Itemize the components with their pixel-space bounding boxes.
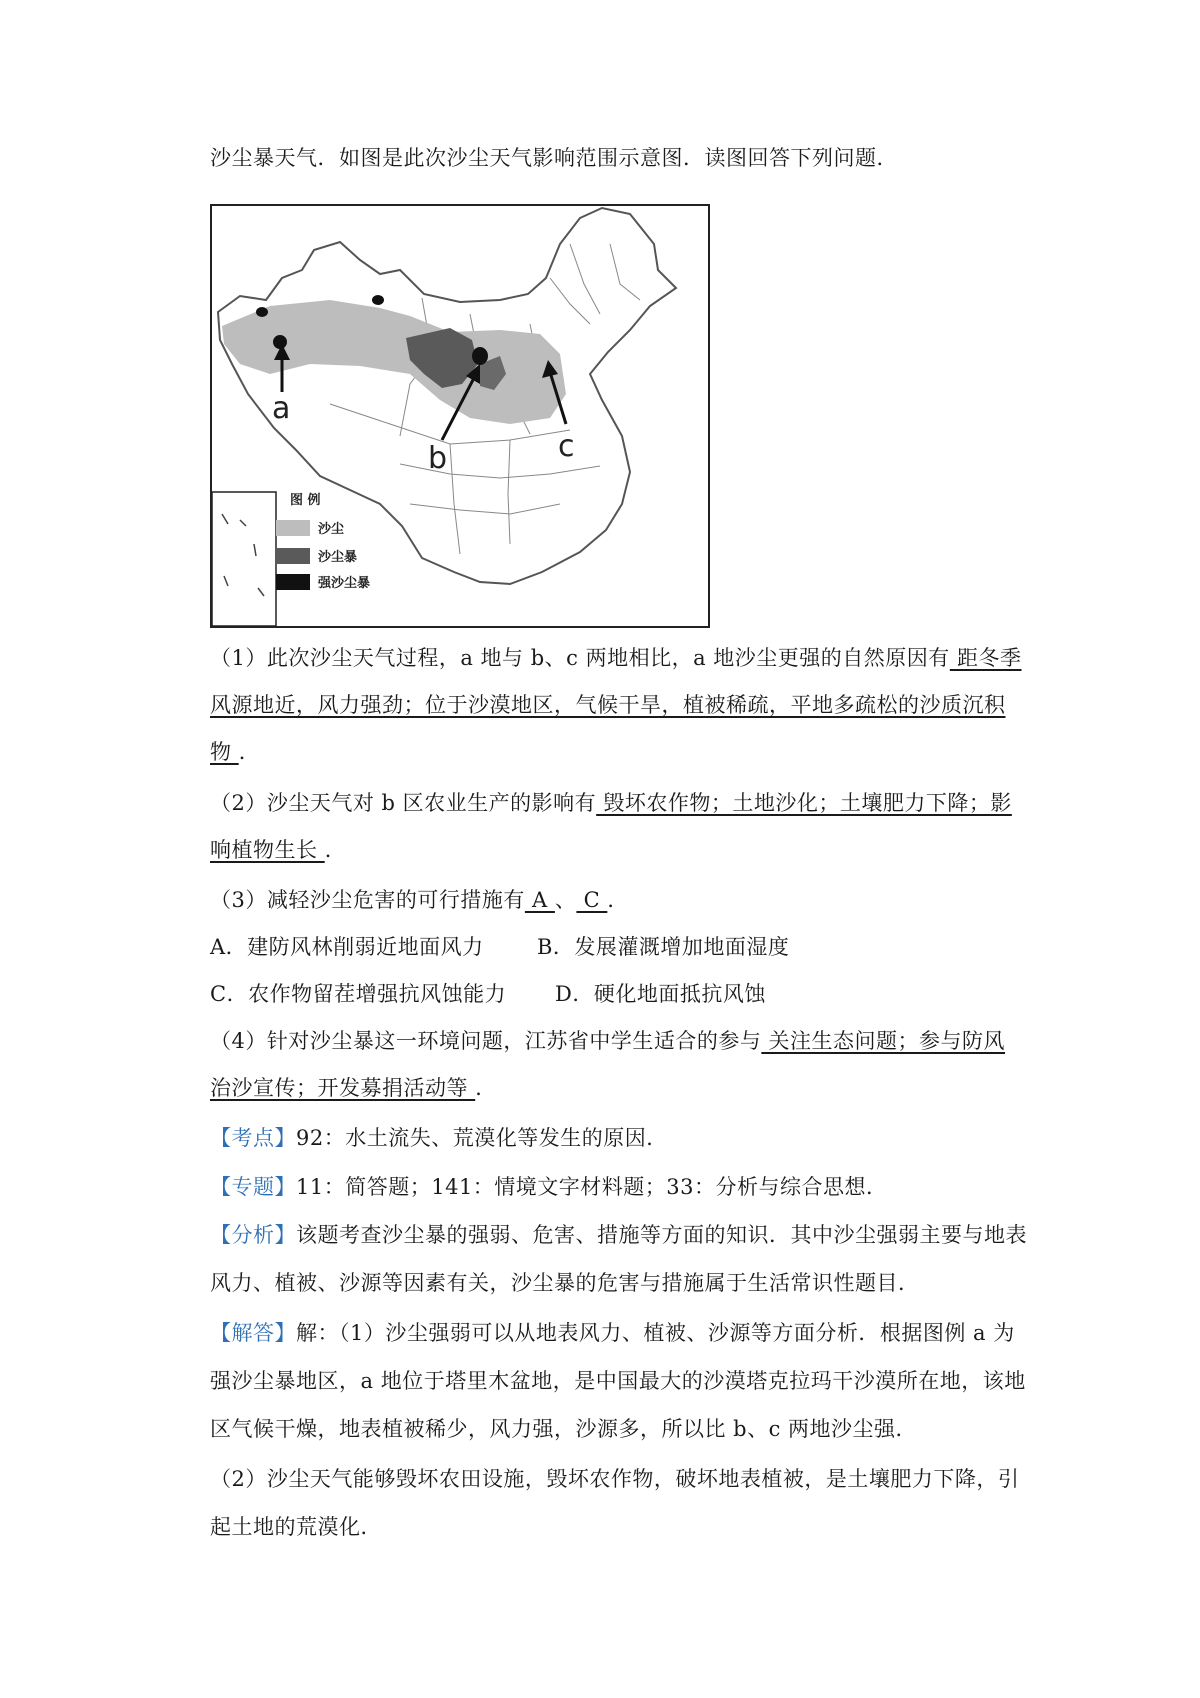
legend-title: 图 例: [290, 493, 321, 508]
strong-sandstorm-a: [273, 335, 287, 349]
intro-text: 沙尘暴天气．如图是此次沙尘天气影响范围示意图．读图回答下列问题．: [210, 146, 898, 170]
south-sea-inset: [212, 492, 276, 626]
fenxi-line1: [210, 1220, 1030, 1250]
q3-answer2: C: [576, 888, 608, 912]
q3-line: [210, 885, 1030, 915]
label-c: c: [558, 429, 575, 464]
jieda-line2: 强沙尘暴地区，a 地位于塔里木盆地，是中国最大的沙漠塔克拉玛干沙漠所在地，该地: [210, 1369, 1026, 1393]
zhuanti-text: 11：简答题；141：情境文字材料题；33：分析与综合思想．: [296, 1175, 888, 1199]
kaodian-tag: 【考点】: [210, 1126, 296, 1150]
q1-line2: [210, 690, 1030, 720]
q2-line2: [210, 835, 1030, 865]
q4-line1: [210, 1026, 1030, 1056]
kaodian-line: [210, 1123, 1030, 1153]
label-a: a: [272, 391, 291, 426]
zhuanti-tag: 【专题】: [210, 1175, 296, 1199]
legend-item-dust: 沙尘: [318, 522, 345, 537]
option-a: A．建防风林削弱近地面风力: [210, 935, 484, 959]
china-dust-map: [210, 204, 710, 628]
option-d: D．硬化地面抵抗风蚀: [555, 982, 766, 1006]
jieda-line3: 区气候干燥，地表植被稀少，风力强，沙源多，所以比 b、c 两地沙尘强．: [210, 1417, 918, 1441]
q2-end: ．: [324, 838, 347, 862]
option-b: B．发展灌溉增加地面湿度: [537, 935, 790, 959]
q1-prefix: （1）此次沙尘天气过程，a 地与 b、c 两地相比，a 地沙尘更强的自然原因有: [210, 646, 950, 670]
kaodian-text: 92：水土流失、荒漠化等发生的原因．: [296, 1126, 668, 1150]
option-c: C．农作物留茬增强抗风蚀能力: [210, 982, 507, 1006]
fenxi-tag: 【分析】: [210, 1223, 296, 1247]
jieda-line5: 起土地的荒漠化．: [210, 1515, 382, 1539]
q3-sep: 、: [554, 888, 577, 912]
q4-answer-part1: 关注生态问题；参与防风: [761, 1029, 1006, 1053]
legend-swatch-dust: [276, 520, 310, 536]
jieda-line4: （2）沙尘天气能够毁坏农田设施，毁坏农作物，破坏地表植被，是土壤肥力下降，引: [210, 1467, 1020, 1491]
q2-answer-part2: 响植物生长: [210, 838, 325, 862]
q2-answer-part1: 毁坏农作物；土地沙化；土壤肥力下降；影: [596, 791, 1012, 815]
legend-item-strong-sandstorm: 强沙尘暴: [318, 576, 371, 591]
label-b: b: [428, 441, 448, 476]
options-row-2: [210, 979, 1030, 1009]
legend-swatch-strong-sandstorm: [276, 574, 310, 590]
q4-line2: [210, 1073, 1030, 1103]
q4-prefix: （4）针对沙尘暴这一环境问题，江苏省中学生适合的参与: [210, 1029, 762, 1053]
fenxi-line2: 风力、植被、沙源等因素有关，沙尘暴的危害与措施属于生活常识性题目．: [210, 1271, 920, 1295]
legend-item-sandstorm: 沙尘暴: [318, 550, 358, 565]
fenxi-text-1: 该题考查沙尘暴的强弱、危害、措施等方面的知识．其中沙尘强弱主要与地表: [296, 1223, 1027, 1247]
jieda-line1: [210, 1318, 1030, 1348]
options-row-1: [210, 932, 1030, 962]
q1-answer-part3: 物: [210, 740, 239, 764]
jieda-text-1: 解：（1）沙尘强弱可以从地表风力、植被、沙源等方面分析．根据图例 a 为: [296, 1321, 1015, 1345]
map-figure: [210, 204, 710, 628]
q3-answer1: A: [524, 888, 555, 912]
strong-sandstorm-spot-3: [472, 347, 488, 365]
q1-answer-part2: 风源地近，风力强劲；位于沙漠地区，气候干旱，植被稀疏，平地多疏松的沙质沉积: [210, 693, 1006, 717]
q1-line1: [210, 643, 1030, 673]
zhuanti-line: [210, 1172, 1030, 1202]
jieda-tag: 【解答】: [210, 1321, 296, 1345]
q1-line3: [210, 737, 1030, 767]
q1-answer-part1: 距冬季: [949, 646, 1022, 670]
q4-answer-part2: 治沙宣传；开发募捐活动等: [210, 1076, 476, 1100]
q4-end: ．: [475, 1076, 497, 1100]
q1-end: ．: [238, 740, 261, 764]
q3-end: ．: [607, 888, 629, 912]
q2-line1: [210, 788, 1030, 818]
strong-sandstorm-spot-1: [256, 307, 268, 317]
strong-sandstorm-spot-2: [372, 295, 384, 305]
legend-swatch-sandstorm: [276, 548, 310, 564]
q2-prefix: （2）沙尘天气对 b 区农业生产的影响有: [210, 791, 597, 815]
q3-prefix: （3）减轻沙尘危害的可行措施有: [210, 888, 525, 912]
